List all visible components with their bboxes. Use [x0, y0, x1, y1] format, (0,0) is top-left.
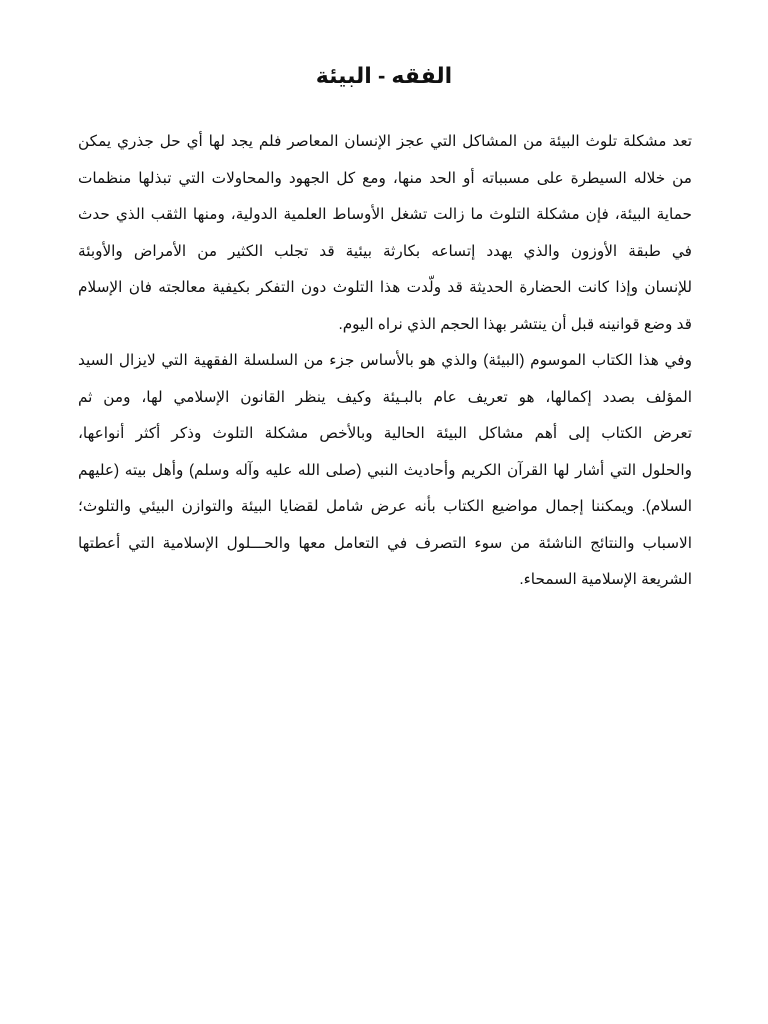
text-line: المؤلف بصدد إكمالها، هو تعريف عام بالبـيئة وكيف ينظر القانون الإسلامي لها، ومن ثم: [78, 388, 692, 406]
paragraph-end-line: قد وضع قوانينه قبل أن ينتشر بهذا الحجم الذي نراه اليوم.: [338, 315, 692, 333]
text-line: السلام). ويمكننا إجمال مواضيع الكتاب بأنه عرض شامل لقضايا البيئة والتوازن البيئي والتلوث؛: [78, 498, 692, 515]
text-line: وفي هذا الكتاب الموسوم (البيئة) والذي هو بالأساس جزء من السلسلة الفقهية التي لايزال السيد: [78, 352, 692, 369]
text-line: تعد مشكلة تلوث البيئة من المشاكل التي عجز الإنسان المعاصر فلم يجد لها أي حل جذري يمكن: [78, 133, 692, 150]
text-line: تعرض الكتاب إلى أهم مشاكل البيئة الحالية وبالأخص مشكلة التلوث وذكر أكثر أنواعها،: [78, 425, 692, 442]
text-line: والحلول التي أشار لها القرآن الكريم وأحاديث النبي (صلى الله عليه وآله وسلم) وأهل بيته (عليهم: [78, 461, 692, 479]
paragraph-end-line: الشريعة الإسلامية السمحاء.: [519, 571, 692, 588]
text-line: للإنسان وإذا كانت الحضارة الحديثة قد ولّدت هذا التلوث دون التفكر بكيفية معالجته فان الإسلام: [78, 279, 692, 296]
page-title: الفقه - البيئة: [315, 63, 453, 88]
text-line: من خلاله السيطرة على مسبباته أو الحد منها، ومع كل الجهود والمحاولات التي تبذلها منظمات: [78, 169, 692, 187]
text-line: في طبقة الأوزون والذي يهدد إتساعه بكارثة بيئية قد تجلب الكثير من الأمراض والأوبئة: [78, 242, 692, 260]
text-line: حماية البيئة، فإن مشكلة التلوث ما زالت تشغل الأوساط العلمية الدولية، ومنها الثقب الذي حدث: [78, 206, 692, 223]
document-body: [78, 124, 692, 599]
text-line: الاسباب والنتائج الناشئة من سوء التصرف في التعامل معها والحـــلول الإسلامية التي أعطتها: [78, 534, 692, 552]
